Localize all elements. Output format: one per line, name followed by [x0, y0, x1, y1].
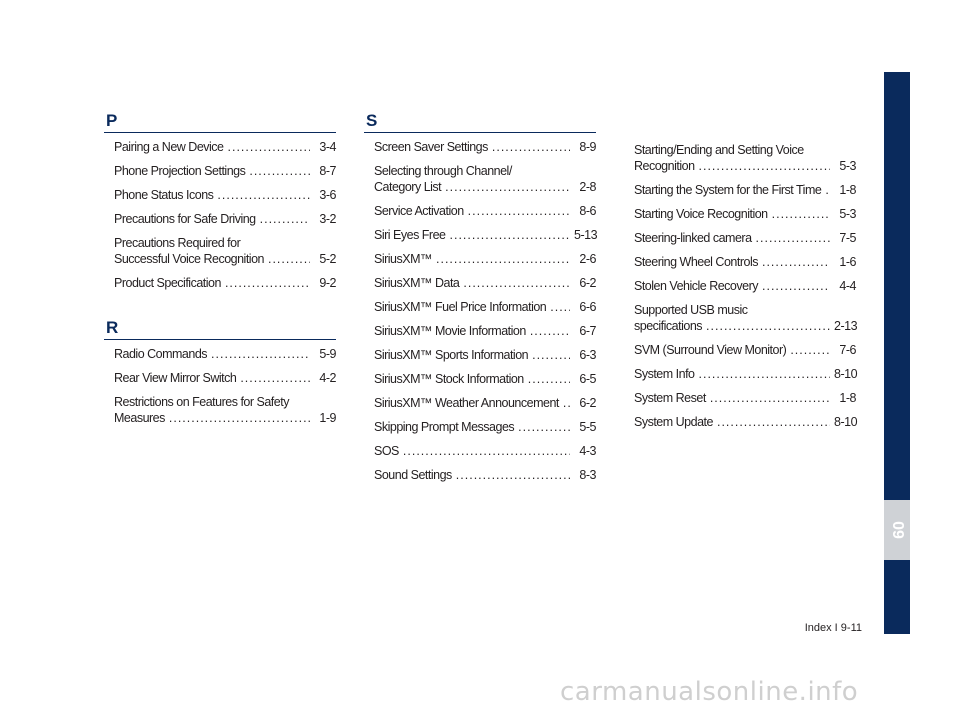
entry-label: Screen Saver Settings	[374, 140, 488, 154]
index-entry[interactable]	[374, 395, 596, 411]
entry-row	[114, 410, 336, 426]
entry-label: Starting the System for the First Time	[634, 183, 822, 197]
dot-leader	[169, 410, 310, 426]
index-entry[interactable]	[114, 346, 336, 362]
entry-page-number: 5-9	[319, 347, 336, 361]
entry-page-number: 9-2	[319, 276, 336, 290]
entry-row	[374, 443, 596, 459]
dot-leader	[217, 187, 310, 203]
entry-row	[374, 395, 596, 411]
entry-row	[634, 254, 856, 270]
entry-row	[374, 323, 596, 339]
entry-page-number: 6-5	[579, 372, 596, 386]
section-p	[104, 112, 336, 291]
entry-page-number: 7-6	[839, 343, 856, 357]
entry-label-line: Precautions Required for	[114, 236, 241, 250]
entry-row	[114, 275, 336, 291]
entry-page-number: 5-3	[839, 207, 856, 221]
entry-label: Stolen Vehicle Recovery	[634, 279, 758, 293]
entry-page-number: 5-3	[839, 159, 856, 173]
entry-label: SiriusXM™ Fuel Price Information	[374, 300, 547, 314]
entry-label: SiriusXM™ Sports Information	[374, 348, 529, 362]
dot-leader	[260, 211, 310, 227]
entry-page-number: 6-2	[579, 276, 596, 290]
dot-leader	[532, 347, 570, 363]
entry-label: Phone Status Icons	[114, 188, 214, 202]
entry-list	[624, 136, 856, 430]
entry-page-number: 6-7	[579, 324, 596, 338]
entry-label: Product Specification	[114, 276, 221, 290]
entry-label: System Update	[634, 415, 713, 429]
entry-label: specifications	[634, 319, 703, 333]
entry-row	[634, 206, 856, 222]
entry-label: Successful Voice Recognition	[114, 252, 264, 266]
entry-page-number: 8-10	[834, 415, 858, 429]
section-heading: P	[104, 112, 336, 133]
entry-label: Radio Commands	[114, 347, 208, 361]
dot-leader	[772, 206, 830, 222]
entry-row	[374, 203, 596, 219]
entry-row	[114, 187, 336, 203]
watermark-text: carmanualsonline.info	[560, 677, 859, 707]
entry-page-number: 7-5	[839, 231, 856, 245]
dot-leader	[492, 139, 570, 155]
dot-leader	[550, 299, 570, 315]
index-entry[interactable]	[114, 187, 336, 203]
entry-row	[634, 182, 856, 198]
entry-label: Sound Settings	[374, 468, 452, 482]
entry-page-number: 5-13	[574, 228, 598, 242]
entry-list	[104, 340, 336, 426]
index-entry[interactable]	[114, 139, 336, 155]
entry-row	[634, 278, 856, 294]
dot-leader	[825, 182, 830, 198]
section-heading: R	[104, 319, 336, 340]
index-entry[interactable]	[374, 467, 596, 483]
entry-label: Starting Voice Recognition	[634, 207, 768, 221]
dot-leader	[530, 323, 570, 339]
entry-label-line: Restrictions on Features for Safety	[114, 395, 289, 409]
section-s	[364, 112, 596, 483]
index-entry[interactable]	[374, 371, 596, 387]
entry-row	[374, 371, 596, 387]
dot-leader	[268, 251, 310, 267]
dot-leader	[228, 139, 311, 155]
dot-leader	[790, 342, 830, 358]
entry-page-number: 4-3	[579, 444, 596, 458]
index-column-3	[624, 136, 856, 438]
section-r	[104, 319, 336, 426]
entry-label: SiriusXM™	[374, 252, 433, 266]
entry-row	[114, 163, 336, 179]
dot-leader	[706, 318, 830, 334]
index-column-2	[364, 112, 596, 511]
entry-page-number: 6-6	[579, 300, 596, 314]
index-entry[interactable]	[374, 251, 596, 267]
index-entry[interactable]	[634, 390, 856, 406]
index-entry[interactable]	[374, 419, 596, 435]
entry-row	[114, 346, 336, 362]
entry-page-number: 3-4	[319, 140, 336, 154]
index-entry[interactable]	[114, 163, 336, 179]
entry-label: System Info	[634, 367, 695, 381]
chapter-number: 09	[888, 521, 906, 539]
entry-page-number: 8-9	[579, 140, 596, 154]
entry-page-number: 4-2	[319, 371, 336, 385]
entry-row	[634, 158, 856, 174]
entry-row	[634, 230, 856, 246]
entry-label: SiriusXM™ Data	[374, 276, 460, 290]
entry-label: Pairing a New Device	[114, 140, 224, 154]
entry-row	[374, 275, 596, 291]
entry-label: Category List	[374, 180, 442, 194]
index-column-1	[104, 112, 336, 454]
index-entry[interactable]	[374, 139, 596, 155]
entry-label: Phone Projection Settings	[114, 164, 246, 178]
entry-page-number: 2-6	[579, 252, 596, 266]
entry-page-number: 8-7	[319, 164, 336, 178]
entry-label: Precautions for Safe Driving	[114, 212, 256, 226]
entry-label: Steering-linked camera	[634, 231, 752, 245]
index-entry[interactable]	[114, 394, 336, 426]
entry-label: SiriusXM™ Stock Information	[374, 372, 524, 386]
dot-leader	[211, 346, 310, 362]
dot-leader	[436, 251, 570, 267]
entry-label-line: Starting/Ending and Setting Voice	[634, 143, 804, 157]
entry-row	[374, 467, 596, 483]
entry-page-number: 2-13	[834, 319, 858, 333]
entry-label: Steering Wheel Controls	[634, 255, 758, 269]
entry-row	[634, 390, 856, 406]
index-entry[interactable]	[114, 370, 336, 386]
watermark	[560, 676, 960, 708]
entry-label: Recognition	[634, 159, 695, 173]
dot-leader	[468, 203, 570, 219]
entry-row	[114, 139, 336, 155]
dot-leader	[463, 275, 570, 291]
index-entry[interactable]	[634, 182, 856, 198]
dot-leader	[756, 230, 830, 246]
entry-label-line: Selecting through Channel/	[374, 164, 512, 178]
section-heading: S	[364, 112, 596, 133]
dot-leader	[518, 419, 570, 435]
entry-row	[374, 227, 596, 243]
entry-row	[374, 251, 596, 267]
index-entry[interactable]	[114, 275, 336, 291]
index-entry[interactable]	[374, 275, 596, 291]
dot-leader	[762, 254, 830, 270]
index-entry[interactable]	[634, 366, 856, 382]
entry-row	[634, 342, 856, 358]
entry-label: Measures	[114, 411, 165, 425]
entry-row	[634, 366, 856, 382]
entry-page-number: 8-6	[579, 204, 596, 218]
entry-page-number: 1-6	[839, 255, 856, 269]
index-entry[interactable]	[634, 142, 856, 174]
entry-page-number: 6-3	[579, 348, 596, 362]
entry-page-number: 6-2	[579, 396, 596, 410]
entry-label: SVM (Surround View Monitor)	[634, 343, 787, 357]
entry-row	[374, 139, 596, 155]
entry-page-number: 1-8	[839, 183, 856, 197]
index-entry[interactable]	[114, 235, 336, 267]
index-entry[interactable]	[374, 323, 596, 339]
entry-label: Service Activation	[374, 204, 464, 218]
dot-leader	[445, 179, 570, 195]
index-entry[interactable]	[374, 347, 596, 363]
dot-leader	[450, 227, 571, 243]
entry-label: SiriusXM™ Weather Announcement	[374, 396, 559, 410]
entry-label: SOS	[374, 444, 399, 458]
entry-page-number: 8-3	[579, 468, 596, 482]
entry-label: Siri Eyes Free	[374, 228, 446, 242]
entry-row	[114, 211, 336, 227]
dot-leader	[710, 390, 830, 406]
entry-list	[364, 133, 596, 483]
dot-leader	[699, 366, 831, 382]
dot-leader	[563, 395, 570, 411]
dot-leader	[762, 278, 830, 294]
index-entry[interactable]	[634, 414, 856, 430]
index-entry[interactable]	[634, 206, 856, 222]
dot-leader	[717, 414, 830, 430]
index-entry[interactable]	[634, 302, 856, 334]
entry-page-number: 5-5	[579, 420, 596, 434]
index-entry[interactable]	[374, 299, 596, 315]
index-entry[interactable]	[634, 230, 856, 246]
entry-page-number: 2-8	[579, 180, 596, 194]
index-entry[interactable]	[114, 211, 336, 227]
entry-label: SiriusXM™ Movie Information	[374, 324, 526, 338]
dot-leader	[249, 163, 310, 179]
chapter-tab[interactable]	[884, 500, 910, 560]
entry-row	[634, 414, 856, 430]
entry-list	[104, 133, 336, 291]
dot-leader	[225, 275, 310, 291]
entry-label-line: Supported USB music	[634, 303, 748, 317]
dot-leader	[240, 370, 310, 386]
entry-row	[634, 318, 856, 334]
dot-leader	[456, 467, 570, 483]
entry-label: System Reset	[634, 391, 706, 405]
entry-row	[374, 179, 596, 195]
entry-row	[114, 251, 336, 267]
entry-page-number: 1-9	[319, 411, 336, 425]
page-footer: Index I 9-11	[804, 622, 862, 634]
entry-row	[374, 419, 596, 435]
entry-page-number: 1-8	[839, 391, 856, 405]
dot-leader	[699, 158, 830, 174]
entry-page-number: 8-10	[834, 367, 858, 381]
dot-leader	[403, 443, 570, 459]
entry-row	[374, 299, 596, 315]
dot-leader	[528, 371, 570, 387]
entry-row	[114, 370, 336, 386]
entry-page-number: 5-2	[319, 252, 336, 266]
index-entry[interactable]	[634, 278, 856, 294]
index-entry[interactable]	[374, 227, 596, 243]
index-entry[interactable]	[374, 203, 596, 219]
entry-label: Skipping Prompt Messages	[374, 420, 515, 434]
entry-page-number: 4-4	[839, 279, 856, 293]
index-entry[interactable]	[374, 443, 596, 459]
index-entry[interactable]	[374, 163, 596, 195]
entry-label: Rear View Mirror Switch	[114, 371, 237, 385]
entry-page-number: 3-2	[319, 212, 336, 226]
entry-page-number: 3-6	[319, 188, 336, 202]
entry-row	[374, 347, 596, 363]
index-entry[interactable]	[634, 254, 856, 270]
index-entry[interactable]	[634, 342, 856, 358]
